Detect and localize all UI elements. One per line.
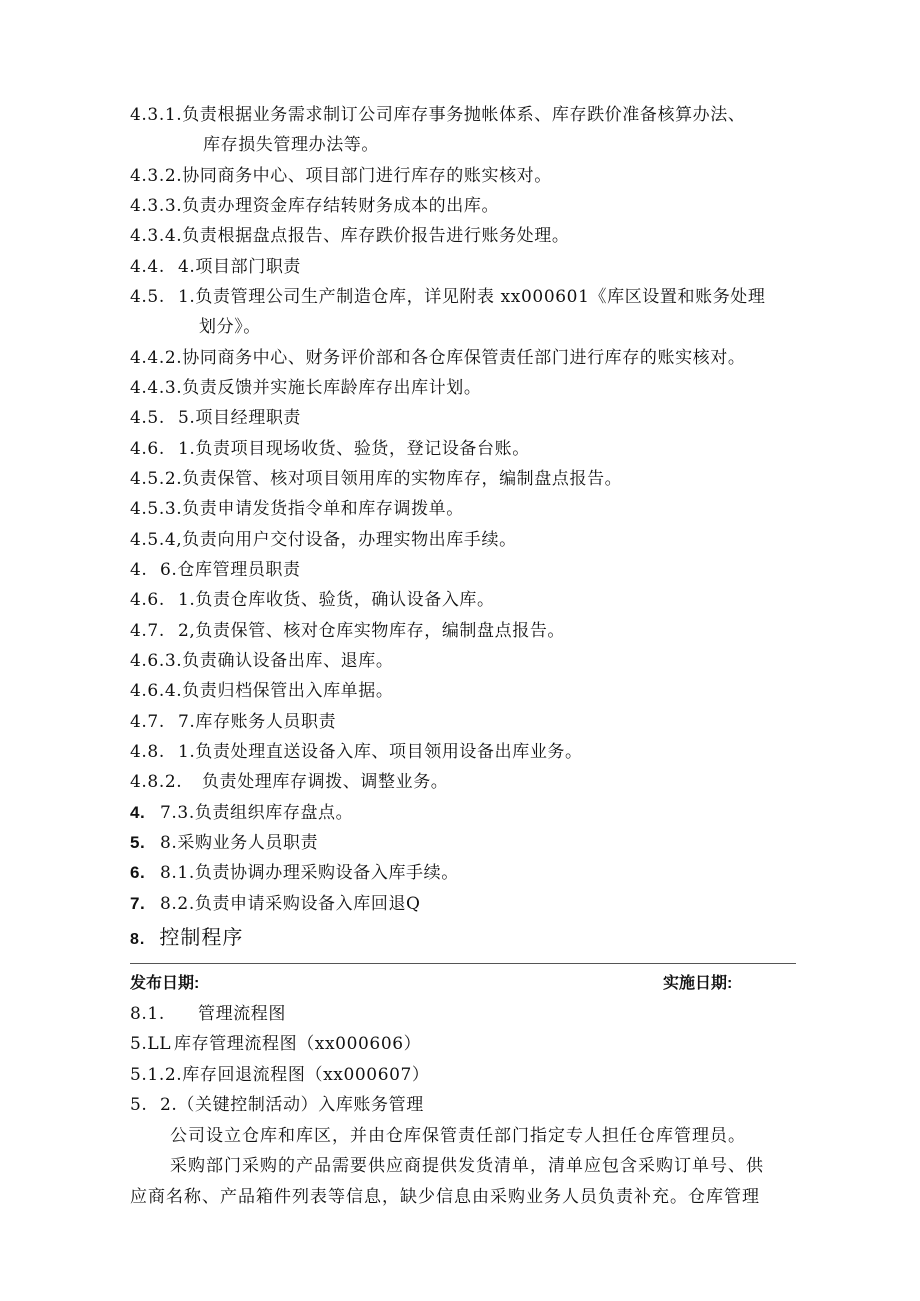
- item-text: 1.负责管理公司生产制造仓库，详见附表 xx000601《库区设置和账务处理: [178, 287, 766, 307]
- list-item: [130, 771, 448, 793]
- list-item: [130, 1003, 286, 1025]
- item-text: 8.2.负责申请采购设备入库回退Q: [160, 894, 421, 914]
- item-text: 协同商务中心、项目部门进行库存的账实核对。: [182, 166, 552, 186]
- heading-text: 控制程序: [159, 925, 244, 949]
- list-item: [130, 650, 393, 672]
- item-number: 4.6.3.: [130, 651, 183, 671]
- list-item: [130, 802, 353, 824]
- list-item-continuation: [203, 134, 379, 156]
- list-item: [130, 225, 569, 247]
- list-item: [130, 1094, 424, 1116]
- list-item: [130, 529, 517, 551]
- item-number: 4.6.: [130, 439, 165, 459]
- list-item: [130, 347, 745, 369]
- item-text: 协同商务中心、财务评价部和各仓库保管责任部门进行库存的账实核对。: [182, 348, 746, 368]
- item-number: 4.4.3.: [130, 378, 183, 398]
- item-text: 负责根据盘点报告、库存跌价报告进行账务处理。: [182, 226, 570, 246]
- item-number: 4.5.2.: [130, 469, 183, 489]
- item-number: 4.: [130, 560, 148, 580]
- list-item: [130, 589, 495, 611]
- item-number: 4.3.3.: [130, 196, 183, 216]
- list-item: [130, 468, 622, 490]
- item-text: 负责办理资金库存结转财务成本的出库。: [182, 196, 500, 216]
- list-item: [130, 680, 393, 702]
- item-number: 4.: [130, 803, 146, 822]
- item-text: 负责反馈并实施长库龄库存出库计划。: [182, 378, 482, 398]
- list-item: [130, 1033, 421, 1055]
- item-number: 4.7.: [130, 712, 165, 732]
- item-number: 4.5.: [130, 287, 165, 307]
- item-text: 2,负责保管、核对仓库实物库存，编制盘点报告。: [178, 621, 566, 641]
- item-text: 7.3.负责组织库存盘点。: [160, 803, 354, 823]
- item-number: 4.6.: [130, 590, 165, 610]
- item-number: 5.1.2.: [130, 1065, 183, 1085]
- item-number: 5.LL: [130, 1034, 172, 1054]
- item-text: 负责保管、核对项目领用库的实物库存，编制盘点报告。: [182, 469, 623, 489]
- item-number: 7.: [130, 894, 146, 913]
- item-number: 4.3.2.: [130, 166, 183, 186]
- list-item: [130, 711, 336, 733]
- item-text: 划分》。: [199, 317, 261, 337]
- item-number: 4.4.: [130, 257, 165, 277]
- list-item: [130, 893, 421, 915]
- item-text: 6.仓库管理员职责: [160, 560, 301, 580]
- item-text: 负责归档保管出入库单据。: [182, 681, 394, 701]
- list-item: [130, 741, 583, 763]
- item-text: 5.项目经理职责: [178, 408, 302, 428]
- item-number: 4.4.2.: [130, 348, 183, 368]
- list-item: [130, 377, 481, 399]
- list-item: [130, 620, 565, 642]
- item-text: 4.项目部门职责: [178, 257, 302, 277]
- item-text: 1.负责处理直送设备入库、项目领用设备出库业务。: [178, 742, 583, 762]
- list-item: [130, 195, 499, 217]
- item-text: 负责向用户交付设备，办理实物出库手续。: [182, 530, 517, 550]
- section-heading: [130, 924, 243, 953]
- item-number: 4.8.: [130, 742, 165, 762]
- item-number: 6.: [130, 863, 146, 882]
- item-number: 8.1.: [130, 1004, 165, 1024]
- item-text: 负责确认设备出库、退库。: [182, 651, 394, 671]
- list-item: [130, 559, 301, 581]
- item-text: 负责处理库存调拨、调整业务。: [202, 772, 449, 792]
- item-text: 负责申请发货指令单和库存调拨单。: [182, 499, 464, 519]
- heading-number: 8.: [130, 931, 146, 948]
- item-text: 2.（关键控制活动）入库账务管理: [160, 1095, 424, 1115]
- item-number: 4.3.4.: [130, 226, 183, 246]
- item-text: 1.负责项目现场收货、验货，登记设备台账。: [178, 439, 530, 459]
- list-item: [130, 256, 301, 278]
- item-text: 8.采购业务人员职责: [160, 833, 319, 853]
- page-divider: [130, 963, 796, 964]
- item-number: 4.5.: [130, 408, 165, 428]
- list-item: [130, 165, 552, 187]
- item-number: 5.: [130, 1095, 148, 1115]
- list-item: [130, 286, 766, 308]
- item-text: 管理流程图: [198, 1004, 286, 1024]
- item-number: 4.5.4,: [130, 530, 183, 550]
- list-item: [130, 407, 301, 429]
- item-number: 4.7.: [130, 621, 165, 641]
- list-item: [130, 104, 745, 126]
- list-item: [130, 438, 530, 460]
- item-text: 负责根据业务需求制订公司库存事务抛帐体系、库存跌价准备核算办法、: [182, 105, 746, 125]
- body-paragraph: 公司设立仓库和库区，并由仓库保管责任部门指定专人担任仓库管理员。: [170, 1126, 746, 1146]
- list-item: [130, 832, 318, 854]
- item-text: 库存损失管理办法等。: [203, 135, 379, 155]
- item-text: 库存管理流程图（xx000606）: [174, 1034, 422, 1054]
- item-text: 库存回退流程图（xx000607）: [182, 1065, 430, 1085]
- item-number: 5.: [130, 833, 146, 852]
- item-number: 4.3.1.: [130, 105, 183, 125]
- release-date-label: 发布日期:: [130, 975, 200, 992]
- effective-date-label: 实施日期:: [663, 975, 733, 992]
- list-item-continuation: [199, 316, 261, 338]
- item-text: 8.1.负责协调办理采购设备入库手续。: [160, 863, 459, 883]
- list-item: [130, 862, 459, 884]
- item-text: 1.负责仓库收货、验货，确认设备入库。: [178, 590, 495, 610]
- body-paragraph: 应商名称、产品箱件列表等信息，缺少信息由采购业务人员负责补充。仓库管理: [130, 1187, 760, 1207]
- item-number: 4.5.3.: [130, 499, 183, 519]
- item-text: 7.库存账务人员职责: [178, 712, 337, 732]
- body-paragraph: 采购部门采购的产品需要供应商提供发货清单，清单应包含采购订单号、供: [170, 1156, 764, 1176]
- item-number: 4.6.4.: [130, 681, 183, 701]
- list-item: [130, 1064, 430, 1086]
- item-number: 4.8.2.: [130, 772, 183, 792]
- list-item: [130, 498, 464, 520]
